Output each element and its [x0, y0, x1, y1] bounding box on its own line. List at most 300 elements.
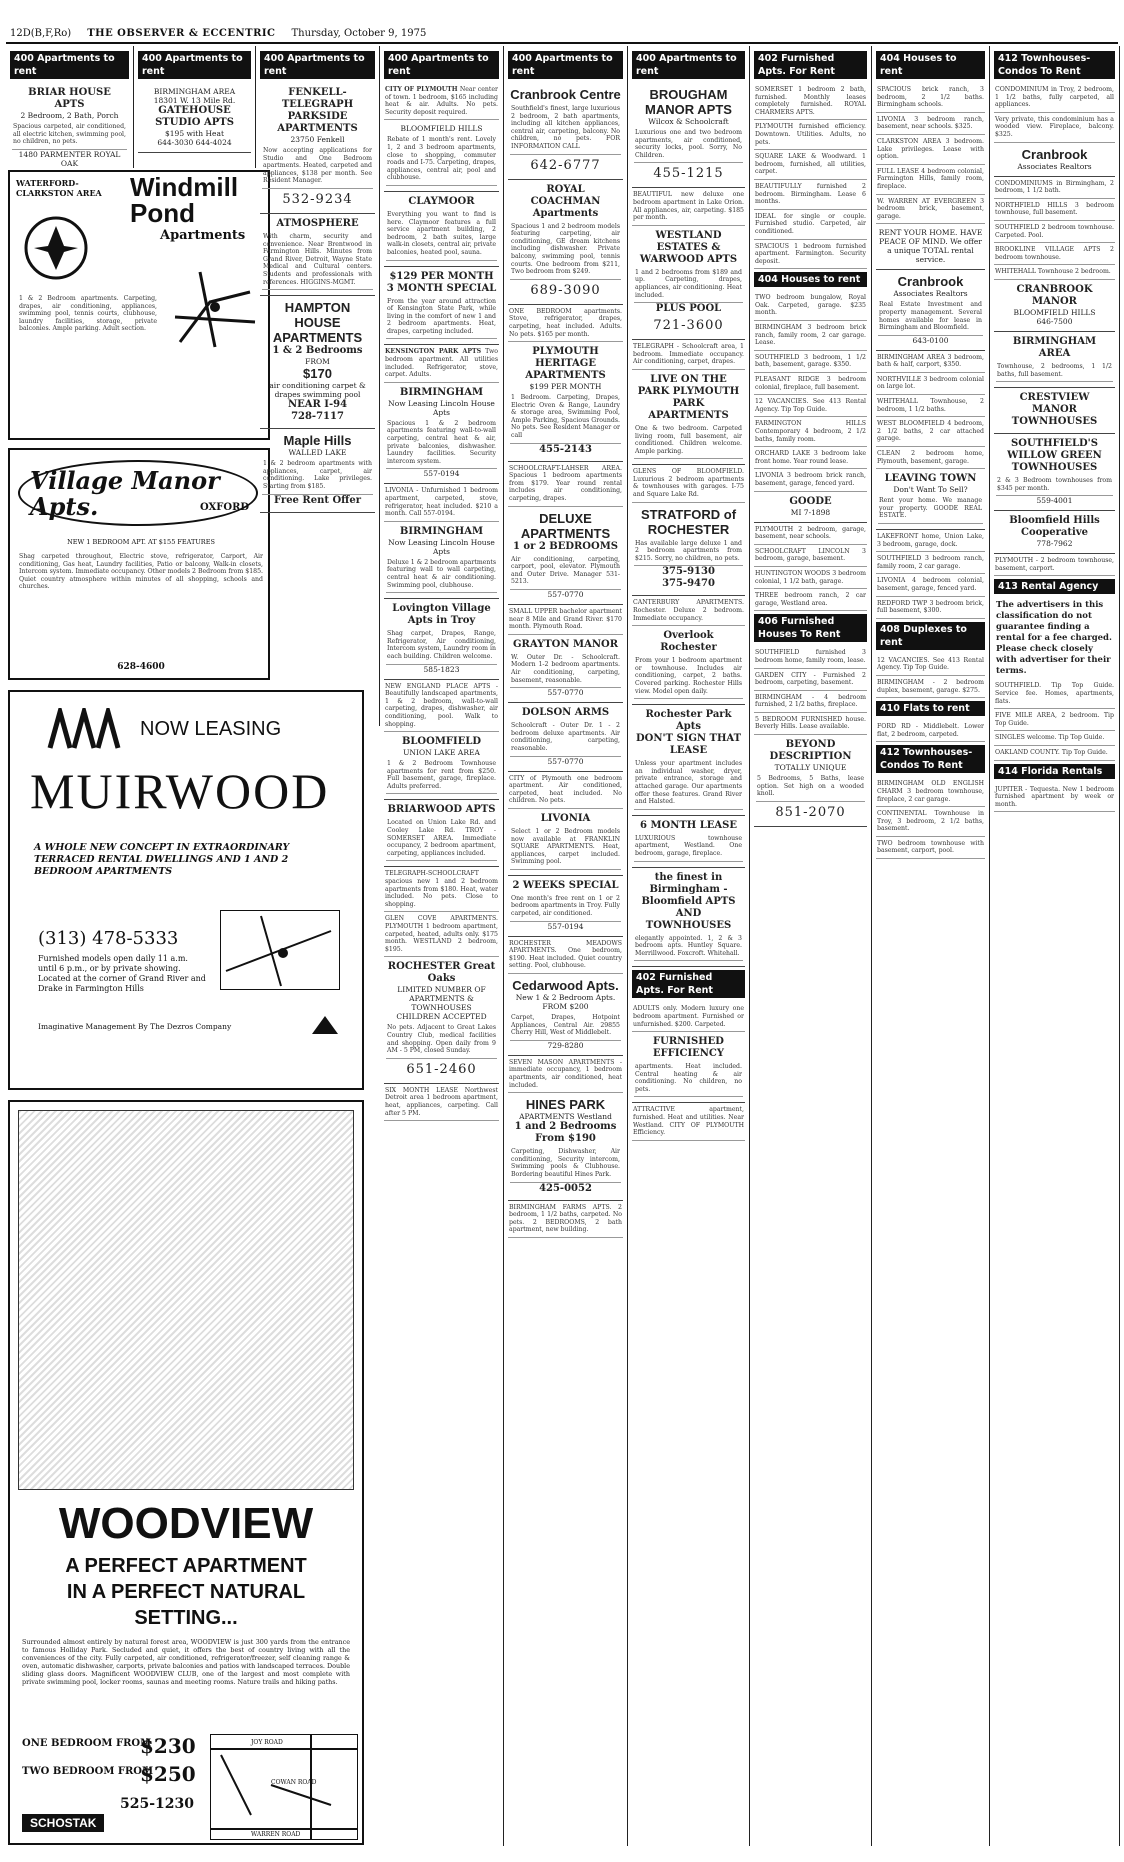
ad-listing-livonia: LIVONIA - Unfurnished 1 bedroom apartment, carpeted, stove, refrigerator, heat included. $210 a month. Call 557-0194. [384, 484, 499, 521]
ad-sub: Associates Realtors [1017, 161, 1092, 171]
ad-body: One & two bedroom. Carpeted living room, full basement, air conditioned. Children welcome. Ample parking. [634, 422, 743, 459]
ad-title: CITY OF PLYMOUTH [385, 86, 458, 93]
ad-listing-northfield: NORTHFIELD HILLS 3 bedroom townhouse, full basement. [994, 199, 1115, 221]
ad-title: 2 WEEKS SPECIAL [512, 879, 619, 891]
ad-body: 5 Bedrooms, 5 Baths, lease option. Set high on a wooded knoll. [756, 772, 865, 802]
section-apartments: 400 Apartments to rent [10, 51, 129, 79]
ad-overlook [632, 626, 745, 705]
map-label-warren: WARREN ROAD [251, 1831, 301, 1838]
ad-title: BLOOMFIELD [401, 736, 482, 748]
ad-title: HINES PARK [525, 1097, 606, 1113]
section-apartments: 400 Apartments to rent [260, 51, 375, 79]
ad-birmingham-lincoln-2 [384, 522, 499, 599]
ad-body: Surrounded almost entirely by natural forest area, WOODVIEW is just 300 yards from the entrance to famous Holliday Park. Secluded and quiet, it offers the best of country living with all the conveniences of the city. Fully carpeted, air conditioned, refrigerator/freezer, self cleaning range & oven, automatic dishwasher, carports, private balconies and patios with landscaped terraces. Double sliding glass doors. Magnificent WOODVIEW CLUB, one of the largest and most complete with private swimming pool, locker rooms, saunas and meeting rooms. Nature trails and hiking paths. [22, 1638, 350, 1686]
ad-body: Has available large deluxe 1 and 2 bedroom apartments from $215. Sorry, no children, no pets. [634, 537, 743, 567]
dezros-logo-icon [310, 1014, 340, 1042]
ad-title: Cranbrook [1021, 146, 1088, 162]
ad-phone: 642-6777 [530, 157, 601, 173]
ad-listing-ideal: IDEAL for single or couple. Furnished studio. Carpeted, air conditioned. [754, 210, 867, 240]
section-apartments: 400 Apartments to rent [384, 51, 499, 79]
section-furnished: 402 Furnished Apts. For Rent [632, 970, 745, 998]
ad-title: DOLSON ARMS [521, 707, 610, 719]
column-9 [990, 46, 1120, 1846]
ad-phone: 532-9234 [282, 191, 353, 207]
ad-listing-whitehall: WHITEHALL Townhouse, 2 bedroom, 1 1/2 baths. [876, 395, 985, 417]
ad-bloomfield [384, 732, 499, 800]
ad-listing-vacancies: 12 VACANCIES. See 413 Rental Agency. Tip Top Guide. [754, 395, 867, 417]
ad-listing-six-month: SIX MONTH LEASE Northwest Detroit area 1 bedroom apartment, heat, appliances, carpeting. Call after 5 PM. [384, 1084, 499, 1121]
column-8 [872, 46, 990, 1846]
header-rule [6, 42, 1118, 44]
ad-listing-farmington: FARMINGTON HILLS Contemporary 4 bedroom, 2 1/2 baths, family room. [754, 417, 867, 447]
ad-sub: 1 or 2 BEDROOMS [512, 540, 619, 552]
one-bedroom-label: ONE BEDROOM FROM [22, 1738, 152, 1749]
ad-listing-beautifully: BEAUTIFULLY furnished 2 bedroom. Birmingham. Lease 6 months. [754, 180, 867, 210]
ad-phone: 557-0194 [423, 469, 460, 479]
ad-listing-three: THREE bedroom ranch, 2 car garage, Westland area. [754, 589, 867, 611]
ad-body: Shag carpeted throughout, Electric stove, refrigerator, Carport, Air conditioning, Gas heat, Laundry facilities, Patio or balcony, Walk-in closets, Intercom system. Immediate occupancy. Other models 2 Bedroom from $185. Quiet country atmosphere within minutes of all shopping, schools and churches. [19, 553, 263, 591]
ad-title: BIRMINGHAM [399, 525, 484, 537]
ad-listing-newengland: NEW ENGLAND PLACE APTS - Beautifully landscaped apartments, 1 & 2 bedroom, wall-to-wall carpeting, drapes, dishwasher, air conditioning, pool. Walk to shopping. [384, 680, 499, 733]
ad-title: STRATFORD of ROCHESTER [640, 506, 737, 537]
ad-furnished-efficiency [632, 1032, 745, 1103]
ad-listing-somerset: SOMERSET 1 bedroom 2 bath, furnished. Monthly leases completely furnished. ROYAL CHARMERS APTS. [754, 83, 867, 120]
ad-body: Spacious 1 & 2 bedroom apartments featuring wall-to-wall carpeting, central heat & air, private balconies, dishwasher. Laundry facilities. Security intercom system. [386, 417, 497, 470]
ad-listing-livonia: LIVONIA 3 bedroom ranch, basement, near schools. $325. [876, 113, 985, 135]
section-houses: 404 Houses to rent [754, 272, 867, 287]
rental-agency-notice: The advertisers in this classification do not guarantee finding a rental for a fee charged. Please check closely with advertiser for their terms. [996, 600, 1112, 677]
ad-title: 6 MONTH LEASE [640, 819, 737, 831]
ad-listing-attractive: ATTRACTIVE apartment, furnished. Heat and utilities. Near Westland. CITY OF PLYMOUTH Efficiency. [632, 1103, 745, 1140]
ad-title: ATMOSPHERE [276, 217, 359, 229]
ad-title: the finest in Birmingham - Bloomfield APTS AND TOWNHOUSES [641, 871, 736, 931]
ad-lovington [384, 599, 499, 679]
ad-listing-warren: W. WARREN AT EVERGREEN 3 bedroom brick, basement, garage. [876, 195, 985, 225]
ad-listing-orchard: ORCHARD LAKE 3 bedroom lake front home. Year round lease. [754, 447, 867, 469]
ad-body: 1 and 2 bedrooms from $189 and up. Carpeting, drapes, appliances, air conditioning. Heat included. [634, 266, 743, 303]
ad-listing-southfield: SOUTHFIELD 3 bedroom ranch, family room, 2 car garage. [876, 552, 985, 574]
ad-listing-very-private: Very private, this condominium has a wooded view. Fireplace, balcony. $325. [994, 113, 1115, 143]
column-2 [134, 46, 256, 168]
ad-listing-livonia-2: LIVONIA 4 bedroom colonial, basement, garage, fenced yard. [876, 574, 985, 596]
ad-listing-two-bedroom: TWO bedroom bungalow, Royal Oak. Carpeted, garage. $235 month. [754, 291, 867, 321]
ad-phone: 455-2143 [539, 443, 592, 455]
ad-title: WESTLAND ESTATES & WARWOOD APTS [639, 229, 738, 265]
ad-phone: 375-9130 [662, 566, 715, 578]
ad-sub: DON'T SIGN THAT LEASE [635, 733, 742, 757]
ad-plymouth-park [632, 370, 745, 465]
ad-price: $199 PER MONTH [529, 382, 602, 392]
ad-listing-schoolcraft: SCHOOLCRAFT LINCOLN 3 bedroom, garage, basement. [754, 545, 867, 567]
ad-body: Air conditioning, carpeting, carport, pool, elevator. Plymouth and Outer Drive. Manager 531-5213. [510, 553, 621, 590]
ad-title: Rochester Park Apts [645, 709, 732, 733]
page-header [10, 26, 1120, 40]
ad-address: 23750 Fenkell [290, 135, 345, 144]
column-3 [256, 46, 380, 726]
ad-listing-telegraph: TELEGRAPH - Schoolcraft area, 1 bedroom. Immediate occupancy. Air conditioning, carpet, drapes. [632, 340, 745, 370]
muirwood-logo-icon [46, 708, 126, 756]
ad-briar-house [10, 83, 129, 168]
ad-listing-brookline: BROOKLINE VILLAGE APTS 2 bedroom townhouse. [994, 243, 1115, 265]
ad-phone: 557-0770 [547, 756, 584, 766]
ad-listing-northville: NORTHVILLE 3 bedroom colonial on large lot. [876, 373, 985, 395]
ad-sub: Apartments [160, 228, 246, 243]
ad-listing-birmingham-furn: BIRMINGHAM - 4 bedroom furnished, 2 1/2 baths, fireplace. [754, 691, 867, 713]
ad-sub: UNION LAKE AREA [403, 748, 480, 758]
ad-listing-canterbury: CANTERBURY APARTMENTS. Rochester. Deluxe 2 bedroom. Immediate occupancy. [632, 596, 745, 626]
column-5 [504, 46, 628, 1846]
ad-sub: Don't Want To Sell? [893, 485, 968, 495]
ad-sub: Now Leasing Lincoln House Apts [388, 537, 495, 556]
ad-title: FURNISHED EFFICIENCY [653, 1036, 724, 1060]
ad-listing-tip-top: SOUTHFIELD. Tip Top Guide. Service fee. Homes, apartments, flats. [994, 679, 1115, 709]
ad-goode [754, 492, 867, 523]
ad-phone: 557-0770 [547, 590, 584, 599]
ad-body: elegantly appointed. 1, 2 & 3 bedroom apts. Huntley Square. Merrillwood. Foxcroft. Whitehall. [634, 932, 743, 962]
ad-body: Real Estate Investment and property management. Several homes available for lease in Birmingham and Bloomfield. [878, 298, 983, 335]
location-map-icon [170, 262, 260, 352]
location-map [210, 1734, 358, 1840]
ad-body: 1 & 2 Bedroom Townhouse apartments for rent from $250. Full basement, garage, fireplace. Adults preferred. [386, 757, 497, 794]
ad-birmingham-gatehouse [138, 83, 251, 153]
ad-listing-oakland: OAKLAND COUNTY. Tip Top Guide. [994, 746, 1115, 761]
ad-body: apartments. Heat included. Central heating & air conditioning. No children, no pets. [634, 1060, 743, 1097]
ad-title: BROUGHAM MANOR APTS [645, 87, 732, 117]
ad-listing-redford: REDFORD TWP 3 bedroom brick, full basement, $300. [876, 597, 985, 619]
ad-windmill-pond [8, 170, 270, 440]
ad-listing-garden-city: GARDEN CITY - Furnished 2 bedroom, carpeting, basement. [754, 669, 867, 691]
ad-body: Select 1 or 2 Bedroom models now available at FRANKLIN SQUARE APARTMENTS. Heat, appliances, carpet included. Swimming pool. [510, 825, 621, 870]
ad-phone: 778-7962 [1036, 539, 1073, 549]
ad-the-finest [632, 868, 745, 968]
ad-title: HAMPTON HOUSE APARTMENTS [272, 300, 363, 346]
ad-tagline-1: A PERFECT APARTMENT [65, 1555, 307, 1577]
ad-title: LEAVING TOWN [884, 473, 977, 485]
ad-tagline-2: IN A PERFECT NATURAL [66, 1581, 306, 1603]
ad-listing-beautiful: BEAUTIFUL new deluxe one bedroom apartment in Lake Orion. All appliances, air, carpeting. $185 per month. [632, 188, 745, 225]
ad-listing-five-mile: FIVE MILE AREA, 2 bedroom. Tip Top Guide. [994, 709, 1115, 731]
ad-cranbrook-realtors [876, 270, 985, 350]
ad-extra: air conditioning carpet & drapes swimming pool [269, 381, 366, 400]
ad-body: From the year around attraction of Kensington State Park, while living in the comfort of new 1 and 2 bedroom apartments. Heat, drapes, carpeting included. [386, 295, 497, 340]
ad-offer: Free Rent Offer [274, 494, 361, 506]
ad-129-special [384, 267, 499, 346]
ad-kensington: KENSINGTON PARK APTS Two bedroom apartment. All utilities included. Refrigerator, stove, carpet. Adults. [384, 345, 499, 382]
ad-maple-hills [260, 429, 375, 512]
ad-birmingham-area [994, 332, 1115, 388]
ad-title: BIRMINGHAM [399, 386, 484, 398]
ad-cranbrook-manor [994, 280, 1115, 332]
ad-listing-telegraph: TELEGRAPH-SCHOOLCRAFT spacious new 1 and 2 bedroom apartments from $180. Heat, water included. No pets. Close to shopping. [384, 867, 499, 912]
map-label-cowan: COWAN ROAD [271, 1779, 317, 1786]
section-apartments: 400 Apartments to rent [632, 51, 745, 79]
ad-listing-rochester-meadows: ROCHESTER MEADOWS APARTMENTS. One bedroom, $190. Heat included. Quiet country setting. Pool, clubhouse. [508, 937, 623, 974]
ad-body: 1 Bedroom. Carpeting, Drapes, Electric Oven & Range, Laundry & storage area, Swimming Pool, Ample Parking, Spacious Grounds. No pets. See Resident Manager or call [510, 391, 621, 444]
ad-title: Village Manor Apts. [30, 466, 220, 521]
ad-body: Carpet, Drapes, Hotpoint Appliances, Central Air. 29855 Cherry Hill, West of Middlebelt. [510, 1011, 621, 1041]
ad-price: $195 with Heat [165, 129, 224, 138]
ad-phone: 851-2070 [775, 804, 846, 820]
ad-title: GOODE [789, 495, 832, 507]
ad-body: Spacious 1 and 2 bedroom models featuring carpeting, air conditioning, GE dream kitchens including dishwasher. Private balcony, swimming pool, tennis courts. One bedroom from $211, Two bedroom from $249. [510, 220, 621, 280]
section-apartments: 400 Apartments to rent [508, 51, 623, 79]
ad-phone: 425-0052 [539, 1182, 592, 1194]
ad-note: CHILDREN ACCEPTED [396, 1012, 487, 1022]
ad-title: WOODVIEW [58, 1499, 314, 1548]
publication-date: Thursday, October 9, 1975 [291, 27, 427, 39]
ad-title: LIVONIA [540, 812, 591, 824]
ad-body: 1 & 2 bedroom apartments with appliances, carpet, air conditioning. Lake privileges. Starting from $185. [262, 457, 373, 494]
ad-body: 2 & 3 Bedroom townhouses from $345 per month. [996, 474, 1113, 496]
ad-title: Bloomfield Hills Cooperative [1009, 515, 1100, 539]
ad-listing-glens: GLENS OF BLOOMFIELD. Luxurious 2 bedroom apartments & townhouses with garages. I-75 and Square Lake Rd. [632, 465, 745, 502]
ad-brougham-manor [632, 83, 745, 188]
ad-body: W. Outer Dr. - Schoolcraft. Modern 1-2 bedroom apartments. Air conditioning, carpeting, basement, reasonable. [510, 651, 621, 688]
ad-woodview [8, 1100, 364, 1845]
section-townhouses: 412 Townhouses- Condos To Rent [876, 745, 985, 773]
page-number: 12D(B,F,Ro) [10, 27, 72, 39]
ad-title: LIVE ON THE PARK PLYMOUTH PARK APARTMENTS [637, 373, 740, 421]
ad-title: RENT YOUR HOME. HAVE PEACE OF MIND. We offer a unique TOTAL rental service. [878, 228, 983, 265]
ad-area: WATERFORD-CLARKSTON AREA [16, 178, 102, 198]
ad-sub: WALLED LAKE [288, 448, 347, 458]
ad-from: FROM [305, 357, 330, 367]
ad-title: $129 PER MONTH 3 MONTH SPECIAL [386, 270, 497, 294]
ad-line: 18301 W. 13 Mile Rd. [153, 96, 236, 105]
ad-listing-plymouth: PLYMOUTH 2 bedroom, garage, basement, near schools. [754, 523, 867, 545]
ad-sub: BLOOMFIELD HILLS [400, 124, 483, 134]
ad-title: CRANBROOK MANOR [1016, 283, 1093, 307]
ad-listing-jupiter: JUPITER - Tequesta. New 1 bedroom furnished apartment by week or month. [994, 783, 1115, 813]
ad-title: FENKELL-TELEGRAPH PARKSIDE APARTMENTS [277, 87, 358, 134]
ad-grayton [508, 635, 623, 703]
ad-body: Rent your home. We manage your property. GOODE REAL ESTATE. [878, 494, 983, 524]
ad-westland-estates [632, 226, 745, 340]
ad-plymouth: CITY OF PLYMOUTH Near center of town. 1 bedroom, $165 including heat & air. Adults. No pets. Security deposit required. [384, 83, 499, 120]
ad-rochester-park [632, 705, 745, 816]
ad-phone: 455-1215 [653, 166, 724, 182]
windmill-logo-icon [24, 216, 88, 280]
ad-title: KENSINGTON PARK APTS [385, 348, 482, 356]
ad-title: BRIAR HOUSE APTS [28, 87, 111, 110]
ad-hours: Furnished models open daily 11 a.m. until 6 p.m., or by private showing. Located at the corner of Grand River and Drake in Farmington Hills [38, 954, 206, 993]
ad-crestview-manor [994, 388, 1115, 434]
ad-cranbrook-centre [508, 83, 623, 180]
section-houses: 404 Houses to rent [876, 51, 985, 79]
ad-hines-park [508, 1093, 623, 1200]
ad-briarwood [384, 800, 499, 867]
ad-parkside [260, 83, 375, 214]
ad-body: Now accepting applications for Studio and One Bedroom apartments. Heated, carpeted and appliances, $138 per month. See Resident Manager. [262, 144, 373, 189]
ad-listing-southfield: SOUTHFIELD 3 bedroom, 1 1/2 bath, basement, garage. $350. [754, 351, 867, 373]
ad-near: NEAR I-94 [287, 399, 348, 411]
ad-sub: BLOOMFIELD HILLS [1013, 307, 1096, 317]
ad-sub: Now Leasing Lincoln House Apts [388, 398, 495, 417]
ad-phone: 585-1823 [423, 664, 460, 674]
ad-listing-plymouth: PLYMOUTH - 2 bedroom townhouse, basement, carport. [994, 554, 1115, 576]
ad-title: BEYOND DESCRIPTION [769, 739, 852, 763]
ad-title: ROCHESTER Great Oaks [387, 961, 496, 985]
ad-rochester-great-oaks [384, 957, 499, 1083]
ad-title: CRESTVIEW MANOR TOWNHOUSES [1011, 392, 1098, 428]
ad-muirwood [8, 690, 364, 1090]
ad-listing-flats: FORD RD - Middlebelt. Lower flat, 2 bedroom, carpeted. [876, 720, 985, 742]
section-flats: 410 Flats to rent [876, 701, 985, 716]
ad-title: BRIARWOOD APTS [387, 804, 496, 816]
ad-sub: GATEHOUSE STUDIO APTS [155, 105, 234, 128]
ad-body: One month's free rent on 1 or 2 bedroom apartments in Troy. Fully carpeted, air conditioned. [510, 892, 621, 922]
ad-phone: 525-1230 [120, 1796, 194, 1812]
ad-listing-birmingham-area: BIRMINGHAM AREA 3 bedroom, bath & half, carport, $350. [876, 351, 985, 373]
ad-listing-old-english: BIRMINGHAM OLD ENGLISH CHARM 3 bedroom townhouse, fireplace, 2 car garage. [876, 777, 985, 807]
ad-body: From your 1 bedroom apartment or townhouse. Includes air conditioning, carpet, 2 baths. Covered parking. Rochester Hills view. Model open daily. [634, 654, 743, 699]
ad-phone: 559-4001 [1036, 496, 1073, 506]
ad-bloomfield-hills-coop [994, 511, 1115, 554]
ad-listing-livonia: LIVONIA 3 bedroom brick ranch, basement, garage, fenced yard. [754, 469, 867, 491]
section-duplexes: 408 Duplexes to rent [876, 622, 985, 650]
ad-claymoor [384, 192, 499, 267]
ad-listing-one: ONE BEDROOM apartments. Stove, refrigerator, drapes, carpeting, heat included. Adults. No pets. $165 per month. [508, 305, 623, 342]
ad-sub: Wilcox & Schoolcraft [648, 117, 729, 126]
ad-title: BIRMINGHAM AREA [1012, 335, 1097, 359]
ad-footer: 1480 PARMENTER ROYAL OAK [18, 149, 121, 168]
ad-body: Spacious carpeted, air conditioned, all electric kitchen, swimming pool, no children, no pets. [12, 120, 127, 150]
ad-listing-birmingham-farms: BIRMINGHAM FARMS APTS. 2 bedroom, 1 1/2 baths, carpeted. No pets. 2 BEDROOMS, 2 bath apartment, new building. [508, 1201, 623, 1238]
two-bedroom-label: TWO BEDROOM FROM [22, 1766, 154, 1777]
ad-sub: Associates Realtors [893, 289, 968, 299]
ad-leaving-town [876, 469, 985, 530]
ad-phone: 689-3090 [530, 282, 601, 298]
section-furnished-houses: 406 Furnished Houses To Rent [754, 614, 867, 642]
ad-listing-birmingham: BIRMINGHAM 3 bedroom brick ranch, family room, 2 car garage. Lease. [754, 321, 867, 351]
ad-listing-singles: SINGLES welcome. Tip Top Guide. [994, 731, 1115, 746]
ad-rent-your-home [876, 224, 985, 270]
ad-bloomfield-hills [384, 120, 499, 192]
ad-title: Cranbrook Centre [510, 87, 621, 102]
ad-line: 1 & 2 Bedrooms [272, 345, 363, 357]
ad-listing-condominiums: CONDOMINIUMS in Birmingham, 2 bedroom, 1 1/2 bath. [994, 177, 1115, 199]
ad-plymouth-heritage [508, 342, 623, 462]
ad-description: A WHOLE NEW CONCEPT IN EXTRAORDINARY TERRACED RENTAL DWELLINGS AND 1 AND 2 BEDROOM APARTMENTS [34, 842, 290, 877]
builder-logo: SCHOSTAK [22, 1814, 104, 1832]
section-apartments: 400 Apartments to rent [138, 51, 251, 79]
ad-southfield-willow [994, 434, 1115, 511]
one-bedroom-price: $230 [140, 1734, 196, 1758]
ad-body: Luxurious one and two bedroom apartments, air conditioned, security locks, pool. Sorry, No Children. [634, 126, 743, 163]
ad-phone: 643-0100 [912, 335, 949, 345]
ad-phone: 651-2460 [406, 1061, 477, 1077]
ad-listing-southfield-furn: SOUTHFIELD furnished 3 bedroom home, family room, lease. [754, 646, 867, 668]
ad-title: SOUTHFIELD'S WILLOW GREEN TOWNHOUSES [1007, 438, 1102, 474]
ad-phone: 557-0770 [547, 688, 584, 698]
column-4 [380, 46, 504, 1846]
ad-birmingham-lincoln [384, 383, 499, 485]
ad-phone: 644-3030 644-4024 [157, 138, 232, 147]
ad-listing-west-bloomfield: WEST BLOOMFIELD 4 bedroom, 2 1/2 baths, 2 car attached garage. [876, 417, 985, 447]
ad-title: Lovington Village Apts in Troy [392, 603, 491, 627]
couple-photo [18, 1110, 354, 1490]
ad-village-manor [8, 448, 270, 680]
section-townhouses: 412 Townhouses- Condos To Rent [994, 51, 1115, 79]
ad-6-month-lease [632, 816, 745, 868]
ad-phone: MI 7-1898 [790, 507, 831, 517]
ad-note: NEW 1 BEDROOM APT. AT $155 FEATURES [67, 538, 215, 546]
ad-deluxe [508, 507, 623, 605]
ad-title: PLYMOUTH HERITAGE APARTMENTS [525, 346, 606, 382]
ad-livonia [508, 809, 623, 876]
ad-body: With charm, security and convenience. Near Brentwood in Farmington Hills. Minutes from Grand River, Detroit, Wayne State Medical and Cultural centers. Students and professionals with references. HIGGINS-MGMT. [262, 230, 373, 290]
ad-sub: TOTALLY UNIQUE [774, 763, 847, 773]
ad-title: ROYAL COACHMAN Apartments [530, 183, 601, 219]
ad-title: DELUXE APARTMENTS [520, 510, 611, 541]
ad-title: Maple Hills [283, 433, 352, 449]
ad-title: BIRMINGHAM AREA [153, 87, 236, 96]
ad-title: Overlook Rochester [660, 630, 717, 654]
ad-listing-glencove: GLEN COVE APARTMENTS. PLYMOUTH 1 bedroom apartment, carpeted, heated, adults only. $175 month. WESTLAND 2 bedroom, $195. [384, 912, 499, 957]
ad-sub: New 1 & 2 Bedroom Apts. FROM $200 [515, 993, 616, 1012]
ad-listing-two-bedroom: TWO bedroom townhouse with basement, carport, pool. [876, 837, 985, 859]
ad-phone: 557-0194 [547, 921, 584, 931]
ad-price: $170 [303, 366, 332, 382]
ad-sub: LIMITED NUMBER OF APARTMENTS & TOWNHOUSES [397, 985, 486, 1013]
section-rental-agency: 413 Rental Agency [994, 579, 1115, 594]
ad-body: Located on Union Lake Rd. and Cooley Lake Rd. TROY - SOMERSET AREA. Immediate occupancy, 2 bedroom apartment, carpeting, appliances included. [386, 816, 497, 861]
ad-listing-continental: CONTINENTAL Townhouse in Troy, 3 bedroom, 2 1/2 baths, basement. [876, 807, 985, 837]
ad-body: Townhouse, 2 bedrooms, 1 1/2 baths, full basement. [996, 360, 1113, 382]
publication-name: THE OBSERVER & ECCENTRIC [87, 27, 276, 39]
ad-listing-spacious: SPACIOUS brick ranch, 3 bedroom, 2 1/2 baths. Birmingham schools. [876, 83, 985, 113]
ad-2-weeks-special [508, 876, 623, 937]
ad-listing-condominium: CONDOMINIUM in Troy, 2 bedroom, 1 1/2 baths, fully carpeted, all appliances. [994, 83, 1115, 113]
ad-body: Rebate of 1 month's rent. Lovely 1, 2 and 3 bedroom apartments, close to shopping, commuter roads and I-75. Carpeting, drapes, appliances, central air, pool and clubhouse. [386, 133, 497, 186]
ad-body: Deluxe 1 & 2 bedroom apartments featuring wall to wall carpeting, central heat & air conditioning. Swimming pool, clubhouse. [386, 556, 497, 593]
map-label-joy: JOY ROAD [251, 1739, 283, 1746]
ad-title: Cedarwood Apts. [512, 978, 619, 994]
ad-listing-bedroom: 5 BEDROOM FURNISHED house. Beverly Hills. Lease available. [754, 713, 867, 735]
ad-dolson [508, 703, 623, 771]
two-bedroom-price: $250 [140, 1762, 196, 1786]
ad-listing-smallupper: SMALL UPPER bachelor apartment near 8 Mile and Grand River. $170 month. Plymouth Road. [508, 605, 623, 635]
ad-listing-full-lease: FULL LEASE 4 bedroom colonial, Farmington Hills, family room, fireplace. [876, 165, 985, 195]
ad-management: Imaginative Management By The Dezros Company [38, 1022, 232, 1031]
ad-listing-huntington: HUNTINGTON WOODS 3 bedroom colonial, 1 1/2 bath, garage. [754, 567, 867, 589]
location-map-icon [220, 910, 340, 990]
ad-stratford [632, 503, 745, 597]
ad-phone: 721-3600 [653, 318, 724, 334]
ad-royal-coachman [508, 180, 623, 305]
ad-cranbrook-townhouse [994, 143, 1115, 177]
ad-price: 1 and 2 Bedrooms From $190 [514, 1121, 617, 1145]
ad-title: Cranbrook [897, 274, 964, 290]
ad-listing-clarkston: CLARKSTON AREA 3 bedroom. Lake privileges. Lease with option. [876, 135, 985, 165]
column-1 [6, 46, 134, 168]
ad-phone: 728-7117 [291, 411, 344, 423]
ad-listing-whitehall: WHITEHALL Townhouse 2 bedroom. [994, 265, 1115, 280]
ad-phone: 646-7500 [1036, 316, 1073, 326]
ad-phone: 628-4600 [117, 662, 165, 672]
ad-body: No pets. Adjacent to Great Lakes Country Club, medical facilities and shopping. Open daily from 9 AM - 5 PM, closed Sunday. [386, 1021, 497, 1058]
ad-line: 2 Bedroom, 2 Bath, Porch [20, 111, 119, 120]
ad-title: Windmill Pond [130, 172, 239, 228]
ad-atmosphere [260, 214, 375, 296]
section-furnished: 402 Furnished Apts. For Rent [754, 51, 867, 79]
ad-cedarwood [508, 974, 623, 1056]
ad-listing-square-lake: SQUARE LAKE & Woodward. 1 bedroom, furnished, all utilities, carpet. [754, 150, 867, 180]
ad-listing-southfield: SOUTHFIELD 2 bedroom townhouse. Carpeted. Pool. [994, 221, 1115, 243]
ad-listing-adults: ADULTS only. Modern luxury one bedroom apartment. Furnished or unfurnished. $200. Carpeted. [632, 1002, 745, 1032]
ad-body: Schoolcraft - Outer Dr. 1 - 2 bedroom deluxe apartments. Air conditioning, carpeting, reasonable. [510, 719, 621, 756]
ad-listing-clean: CLEAN 2 bedroom home, Plymouth, basement, garage. [876, 447, 985, 469]
